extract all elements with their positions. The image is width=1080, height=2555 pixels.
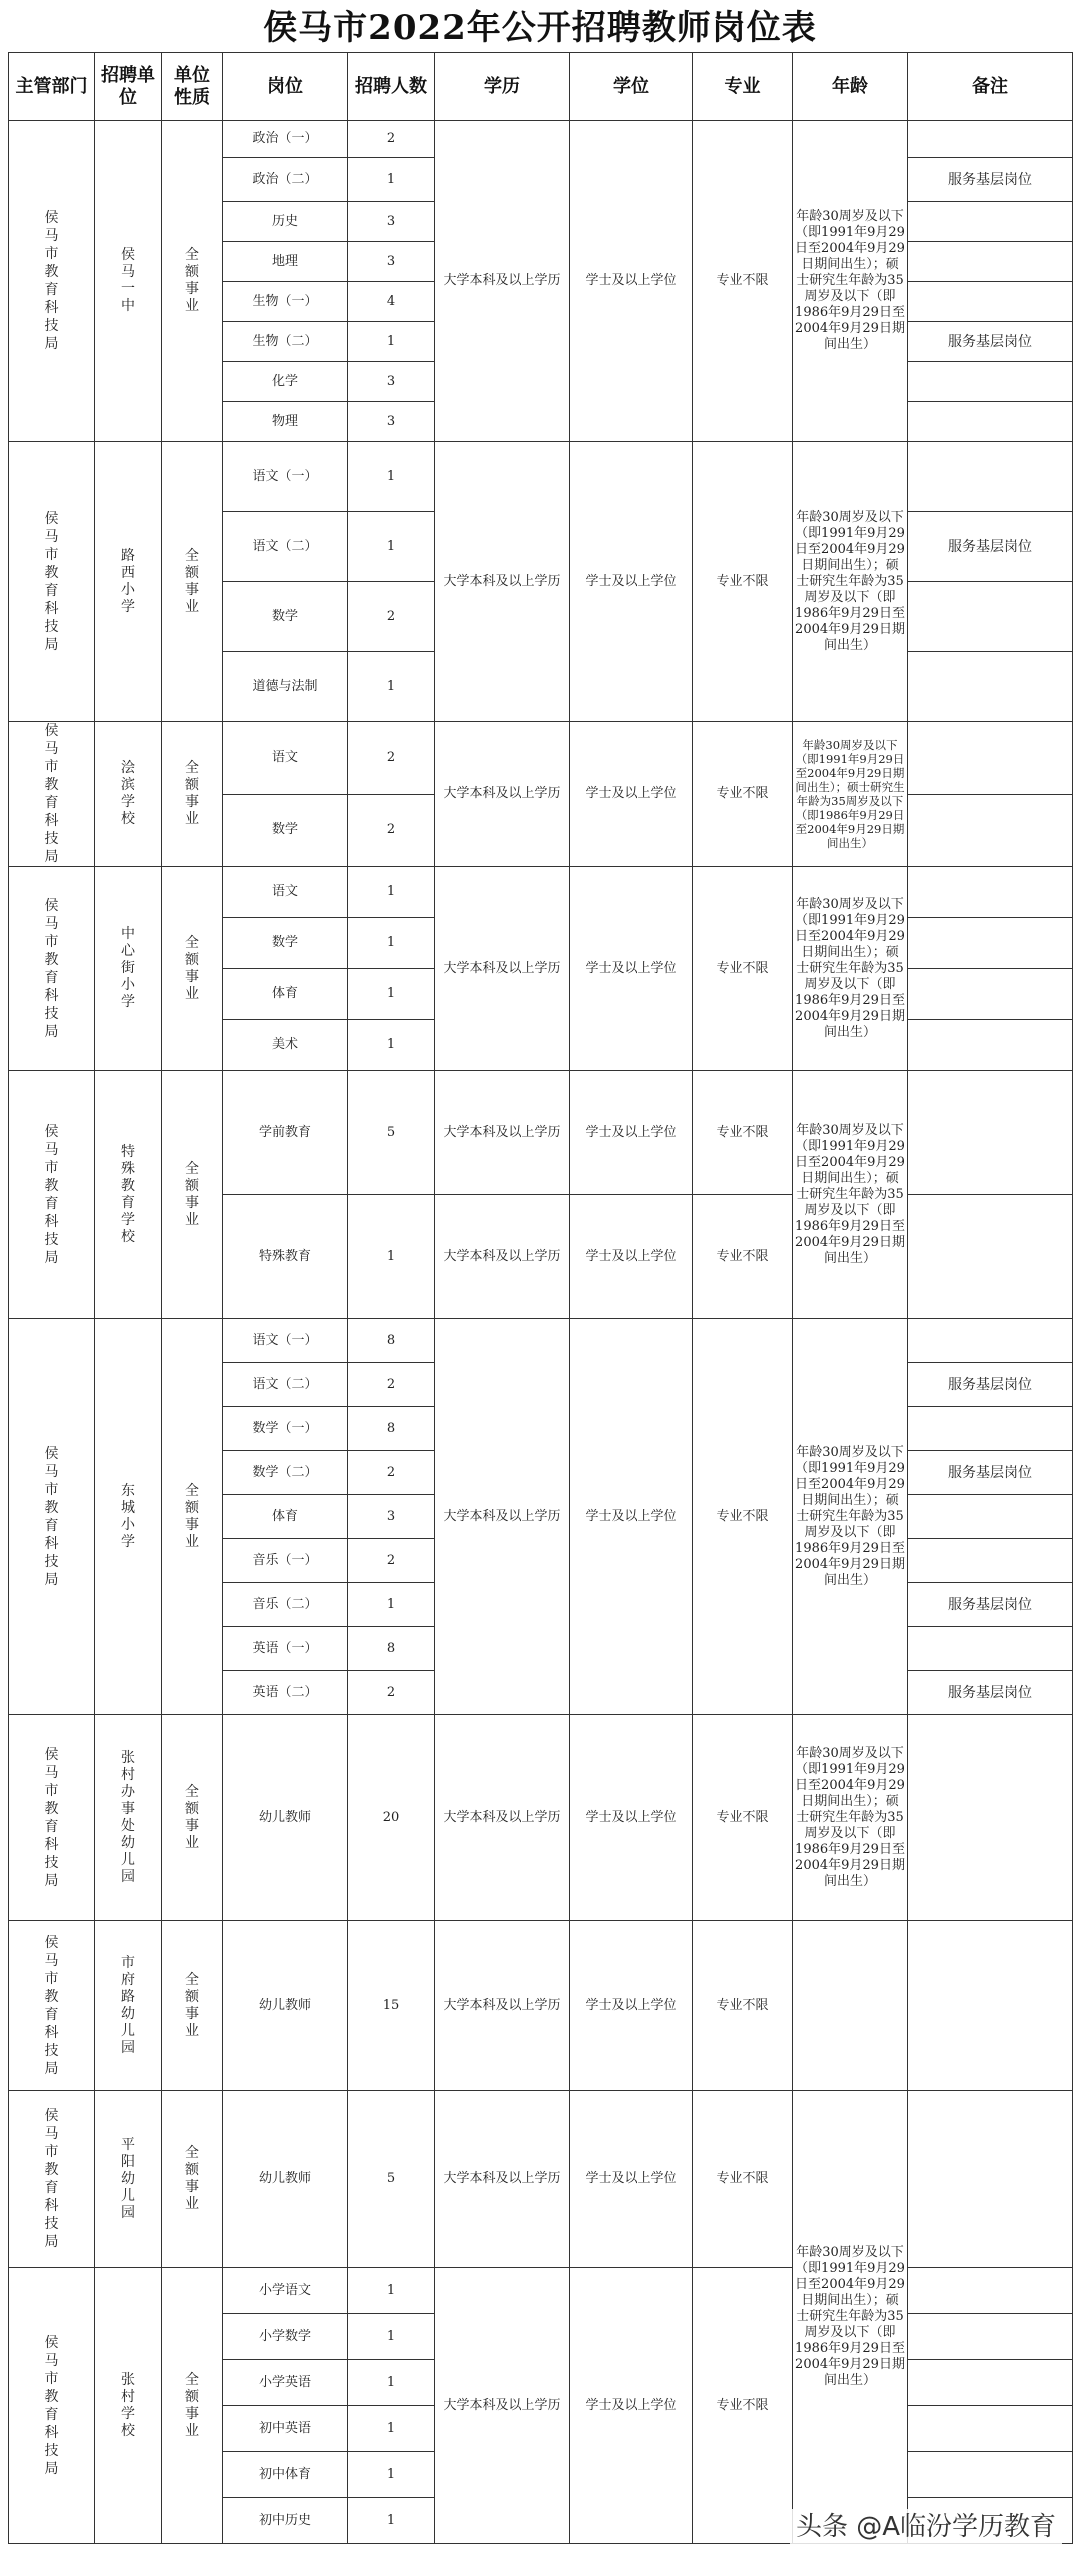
age-cell: 年龄30周岁及以下（即1991年9月29日至2004年9月29日期间出生）；硕士研究生年龄为35周岁及以下（即1986年9月29日至2004年9月29日期间出生） [793,1319,908,1715]
post-cell: 幼儿教师 [223,1921,348,2091]
count-cell: 1 [348,1020,435,1071]
note-cell [908,1407,1073,1451]
nature-text: 全额事业 [185,760,199,827]
note-cell [908,722,1073,795]
dept-text: 侯马市教育科技局 [44,1123,59,1266]
nature-text: 全额事业 [185,1482,199,1550]
count-cell: 1 [348,2360,435,2406]
age-cell: 年龄30周岁及以下（即1991年9月29日至2004年9月29日期间出生）；硕士研究生年龄为35周岁及以下（即1986年9月29日至2004年9月29日期间出生） [793,2091,908,2544]
post-cell: 数学 [223,582,348,652]
col-header-edu: 学历 [435,53,570,121]
nature-cell [162,1921,223,2091]
unit-name: 市府路幼儿园 [121,1954,135,2056]
count-cell: 1 [348,322,435,362]
nature-text: 全额事业 [185,247,199,314]
nature-cell [162,442,223,722]
dept-cell [9,722,95,867]
col-header-count: 招聘人数 [348,53,435,121]
count-cell: 1 [348,442,435,512]
note-cell [908,1071,1073,1195]
age-cell: 年龄30周岁及以下（即1991年9月29日至2004年9月29日期间出生）；硕士研究生年龄为35周岁及以下（即1986年9月29日至2004年9月29日期间出生） [793,442,908,722]
table-row [9,1715,1073,1921]
count-cell: 3 [348,242,435,282]
post-cell: 政治（一） [223,121,348,158]
post-cell: 生物（一） [223,282,348,322]
note-cell [908,2314,1073,2360]
post-cell: 幼儿教师 [223,1715,348,1921]
dept-text: 侯马市教育科技局 [44,210,59,352]
edu-cell: 大学本科及以上学历 [435,442,570,722]
note-cell: 服务基层岗位 [908,158,1073,202]
major-cell: 专业不限 [693,2091,793,2268]
major-cell: 专业不限 [693,1921,793,2091]
positions-table [8,52,1073,2544]
post-cell: 幼儿教师 [223,2091,348,2268]
nature-cell [162,1319,223,1715]
post-cell: 体育 [223,1495,348,1539]
degree-cell: 学士及以上学位 [570,2091,693,2268]
col-header-note: 备注 [908,53,1073,121]
unit-cell [95,1071,162,1319]
unit-name: 张村学校 [121,2371,135,2439]
dept-cell [9,2091,95,2268]
post-cell: 数学 [223,918,348,969]
dept-text: 侯马市教育科技局 [44,1746,59,1889]
post-cell: 数学 [223,794,348,867]
unit-name: 东城小学 [121,1482,135,1550]
edu-cell: 大学本科及以上学历 [435,2268,570,2544]
dept-text: 侯马市教育科技局 [44,897,59,1040]
post-cell: 数学（一） [223,1407,348,1451]
unit-cell [95,2268,162,2544]
page-title: 侯马市2022年公开招聘教师岗位表 [263,8,817,48]
post-cell: 学前教育 [223,1071,348,1195]
col-header-unit: 招聘单位 [95,53,162,121]
count-cell: 2 [348,1539,435,1583]
edu-cell: 大学本科及以上学历 [435,121,570,442]
col-header-post: 岗位 [223,53,348,121]
degree-cell: 学士及以上学位 [570,1921,693,2091]
count-cell: 3 [348,402,435,442]
note-cell: 服务基层岗位 [908,322,1073,362]
post-cell: 数学（二） [223,1451,348,1495]
major-cell: 专业不限 [693,1195,793,1319]
note-cell [908,442,1073,512]
major-cell: 专业不限 [693,1715,793,1921]
dept-text: 侯马市教育科技局 [44,1934,59,2077]
age-cell: 年龄30周岁及以下（即1991年9月29日至2004年9月29日期间出生）；硕士研究生年龄为35周岁及以下（即1986年9月29日至2004年9月29日期间出生） [793,121,908,442]
edu-cell: 大学本科及以上学历 [435,2091,570,2268]
post-cell: 语文（二） [223,512,348,582]
major-cell: 专业不限 [693,2268,793,2544]
post-cell: 道德与法制 [223,652,348,722]
post-cell: 语文 [223,722,348,795]
table-row [9,722,1073,795]
degree-cell: 学士及以上学位 [570,867,693,1071]
degree-cell: 学士及以上学位 [570,442,693,722]
note-cell [908,1921,1073,2091]
edu-cell: 大学本科及以上学历 [435,1715,570,1921]
count-cell: 1 [348,512,435,582]
dept-cell [9,2268,95,2544]
count-cell: 1 [348,867,435,918]
dept-cell [9,1319,95,1715]
count-cell: 1 [348,969,435,1020]
nature-text: 全额事业 [185,1783,199,1851]
note-cell [908,969,1073,1020]
nature-text: 全额事业 [185,1160,199,1228]
col-header-age: 年龄 [793,53,908,121]
edu-cell: 大学本科及以上学历 [435,1319,570,1715]
post-cell: 英语（一） [223,1627,348,1671]
note-cell [908,1195,1073,1319]
nature-text: 全额事业 [185,934,199,1002]
count-cell: 20 [348,1715,435,1921]
table-row [9,1319,1073,1363]
note-cell [908,2268,1073,2314]
dept-cell [9,1921,95,2091]
count-cell: 4 [348,282,435,322]
post-cell: 语文（一） [223,1319,348,1363]
dept-cell [9,442,95,722]
note-cell: 服务基层岗位 [908,1363,1073,1407]
dept-cell [9,1715,95,1921]
note-cell [908,794,1073,867]
nature-cell [162,2091,223,2268]
count-cell: 8 [348,1627,435,1671]
post-cell: 化学 [223,362,348,402]
post-cell: 小学数学 [223,2314,348,2360]
table-row [9,867,1073,918]
dept-text: 侯马市教育科技局 [44,2108,59,2250]
major-cell: 专业不限 [693,442,793,722]
unit-cell [95,722,162,867]
note-cell [908,2452,1073,2498]
degree-cell: 学士及以上学位 [570,121,693,442]
note-cell [908,2360,1073,2406]
edu-cell: 大学本科及以上学历 [435,1195,570,1319]
note-cell [908,202,1073,242]
note-cell [908,1319,1073,1363]
edu-cell: 大学本科及以上学历 [435,722,570,867]
nature-cell [162,121,223,442]
count-cell: 3 [348,202,435,242]
major-cell: 专业不限 [693,1071,793,1195]
count-cell: 1 [348,918,435,969]
count-cell: 2 [348,1451,435,1495]
edu-cell: 大学本科及以上学历 [435,867,570,1071]
post-cell: 初中历史 [223,2498,348,2544]
note-cell [908,2406,1073,2452]
table-row [9,1921,1073,2091]
edu-cell: 大学本科及以上学历 [435,1921,570,2091]
dept-cell [9,121,95,442]
nature-cell [162,722,223,867]
major-cell: 专业不限 [693,722,793,867]
table-row [9,442,1073,512]
degree-cell: 学士及以上学位 [570,1715,693,1921]
count-cell: 1 [348,2406,435,2452]
count-cell: 2 [348,794,435,867]
unit-name: 侯马一中 [121,247,135,314]
note-cell [908,918,1073,969]
post-cell: 特殊教育 [223,1195,348,1319]
unit-name: 中心街小学 [121,926,135,1010]
nature-text: 全额事业 [185,2145,199,2212]
degree-cell: 学士及以上学位 [570,2268,693,2544]
age-cell: 年龄30周岁及以下（即1991年9月29日至2004年9月29日期间出生）；硕士研究生年龄为35周岁及以下（即1986年9月29日至2004年9月29日期间出生） [793,722,908,867]
dept-text: 侯马市教育科技局 [44,1445,59,1588]
count-cell: 1 [348,1583,435,1627]
count-cell: 1 [348,652,435,722]
count-cell: 2 [348,121,435,158]
nature-cell [162,867,223,1071]
col-header-major: 专业 [693,53,793,121]
count-cell: 1 [348,2268,435,2314]
header-row [9,53,1073,121]
note-cell [908,121,1073,158]
count-cell: 1 [348,2314,435,2360]
table-row [9,1071,1073,1195]
degree-cell: 学士及以上学位 [570,1319,693,1715]
watermark: 头条 @A临汾学历教育 [790,2509,1062,2545]
age-cell: 年龄30周岁及以下（即1991年9月29日至2004年9月29日期间出生）；硕士研究生年龄为35周岁及以下（即1986年9月29日至2004年9月29日期间出生） [793,1071,908,1319]
note-cell [908,652,1073,722]
note-cell [908,242,1073,282]
note-cell: 服务基层岗位 [908,512,1073,582]
post-cell: 语文（一） [223,442,348,512]
dept-cell [9,1071,95,1319]
count-cell: 2 [348,1363,435,1407]
col-header-nature: 单位性质 [162,53,223,121]
count-cell: 3 [348,362,435,402]
post-cell: 历史 [223,202,348,242]
post-cell: 音乐（一） [223,1539,348,1583]
nature-text: 全额事业 [185,2371,199,2439]
note-cell: 服务基层岗位 [908,1583,1073,1627]
note-cell [908,362,1073,402]
nature-cell [162,1715,223,1921]
unit-name: 特殊教育学校 [121,1143,135,1245]
post-cell: 初中英语 [223,2406,348,2452]
count-cell: 1 [348,2452,435,2498]
note-cell [908,402,1073,442]
unit-cell [95,442,162,722]
note-cell: 服务基层岗位 [908,1451,1073,1495]
count-cell: 8 [348,1319,435,1363]
nature-cell [162,1071,223,1319]
dept-cell [9,867,95,1071]
post-cell: 音乐（二） [223,1583,348,1627]
note-cell: 服务基层岗位 [908,1671,1073,1715]
count-cell: 1 [348,1195,435,1319]
major-cell: 专业不限 [693,1319,793,1715]
post-cell: 体育 [223,969,348,1020]
degree-cell: 学士及以上学位 [570,722,693,867]
count-cell: 1 [348,2498,435,2544]
unit-name: 张村办事处幼儿园 [121,1749,135,1885]
dept-text: 侯马市教育科技局 [44,510,59,653]
post-cell: 语文（二） [223,1363,348,1407]
age-cell [793,1921,908,2091]
note-cell [908,867,1073,918]
table-row [9,2091,1073,2268]
unit-name: 路西小学 [121,547,135,615]
unit-cell [95,867,162,1071]
note-cell [908,1715,1073,1921]
count-cell: 2 [348,722,435,795]
unit-name: 浍滨学校 [121,760,135,827]
post-cell: 英语（二） [223,1671,348,1715]
degree-cell: 学士及以上学位 [570,1195,693,1319]
age-cell: 年龄30周岁及以下（即1991年9月29日至2004年9月29日期间出生）；硕士研究生年龄为35周岁及以下（即1986年9月29日至2004年9月29日期间出生） [793,1715,908,1921]
age-cell: 年龄30周岁及以下（即1991年9月29日至2004年9月29日期间出生）；硕士研究生年龄为35周岁及以下（即1986年9月29日至2004年9月29日期间出生） [793,867,908,1071]
count-cell: 3 [348,1495,435,1539]
note-cell [908,1539,1073,1583]
post-cell: 美术 [223,1020,348,1071]
post-cell: 地理 [223,242,348,282]
edu-cell: 大学本科及以上学历 [435,1071,570,1195]
major-cell: 专业不限 [693,121,793,442]
unit-cell [95,1921,162,2091]
post-cell: 政治（二） [223,158,348,202]
count-cell: 15 [348,1921,435,2091]
count-cell: 5 [348,2091,435,2268]
degree-cell: 学士及以上学位 [570,1071,693,1195]
count-cell: 8 [348,1407,435,1451]
count-cell: 2 [348,1671,435,1715]
unit-cell [95,2091,162,2268]
post-cell: 物理 [223,402,348,442]
note-cell [908,1495,1073,1539]
nature-cell [162,2268,223,2544]
unit-cell [95,1715,162,1921]
note-cell [908,2091,1073,2268]
col-header-degree: 学位 [570,53,693,121]
table-row [9,2268,1073,2314]
post-cell: 小学语文 [223,2268,348,2314]
table-row [9,121,1073,158]
count-cell: 5 [348,1071,435,1195]
dept-text: 侯马市教育科技局 [44,723,59,865]
post-cell: 生物（二） [223,322,348,362]
post-cell: 小学英语 [223,2360,348,2406]
dept-text: 侯马市教育科技局 [44,2334,59,2477]
unit-cell [95,1319,162,1715]
nature-text: 全额事业 [185,1971,199,2039]
count-cell: 2 [348,582,435,652]
major-cell: 专业不限 [693,867,793,1071]
note-cell [908,1020,1073,1071]
count-cell: 1 [348,158,435,202]
nature-text: 全额事业 [185,547,199,615]
col-header-dept: 主管部门 [9,53,95,121]
note-cell [908,1627,1073,1671]
note-cell [908,282,1073,322]
unit-name: 平阳幼儿园 [121,2136,135,2221]
post-cell: 初中体育 [223,2452,348,2498]
note-cell [908,582,1073,652]
post-cell: 语文 [223,867,348,918]
unit-cell [95,121,162,442]
